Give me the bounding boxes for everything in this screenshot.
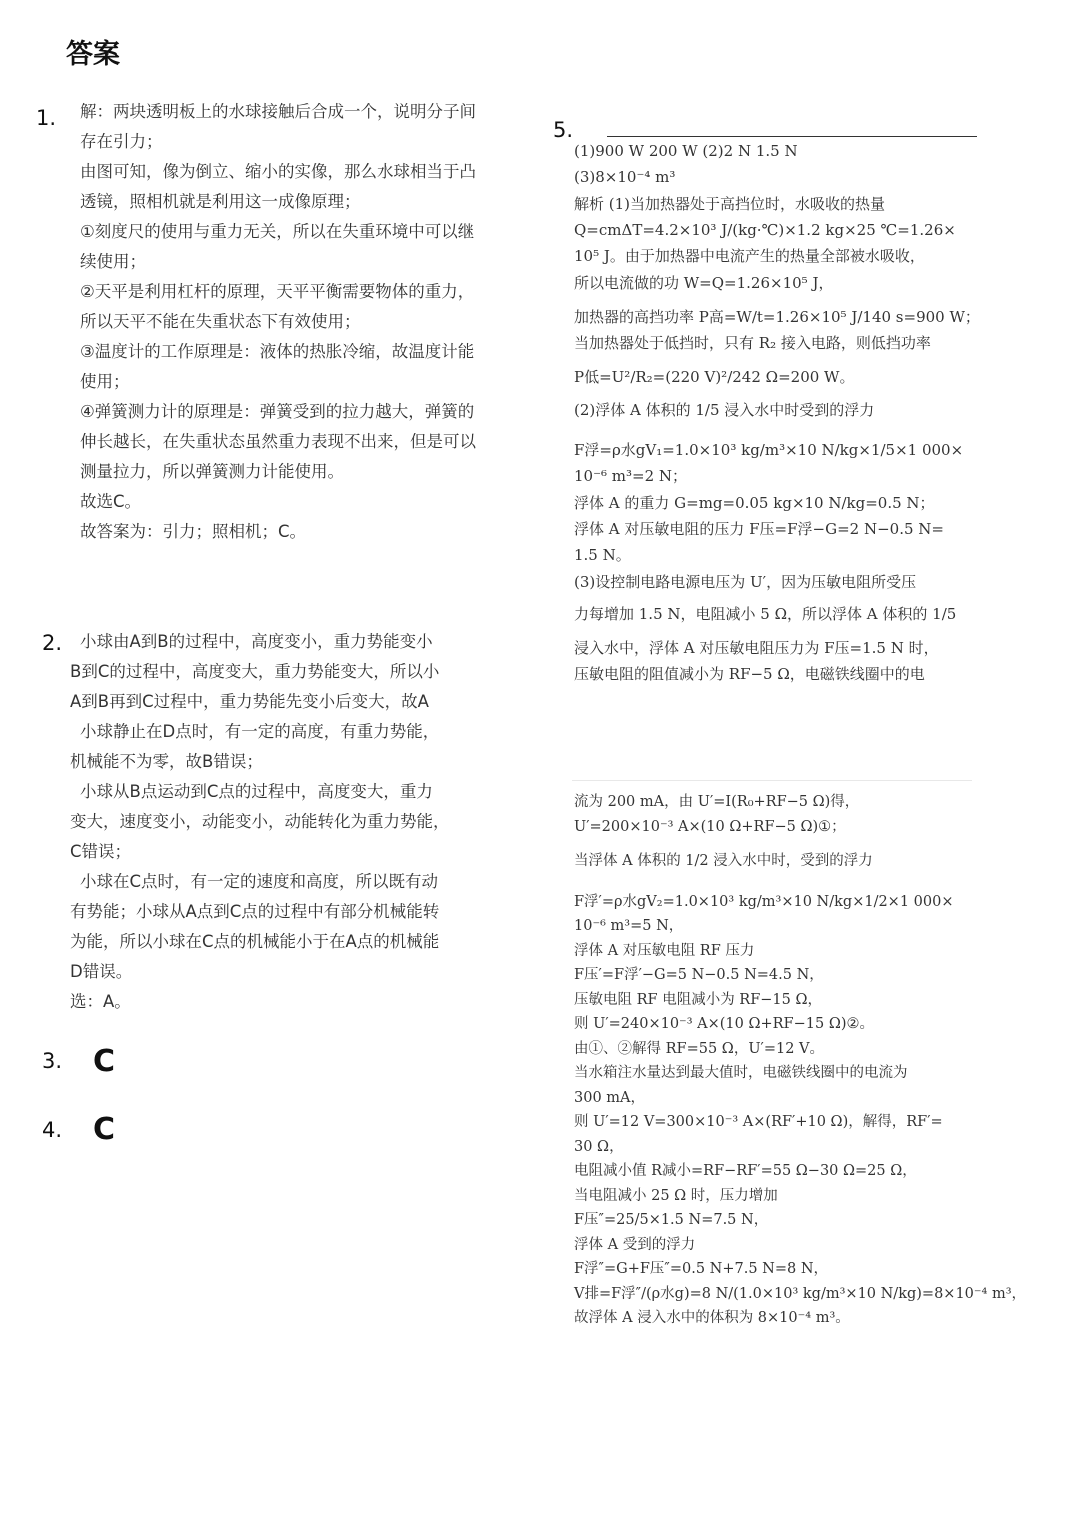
- answer-line: 则 U′=12 V=300×10⁻³ A×(RF′+10 Ω)，解得，RF′=: [574, 1114, 943, 1130]
- answer-line: 存在引力；: [80, 132, 163, 151]
- answer-line: F浮″=G+F压″=0.5 N+7.5 N=8 N，: [574, 1261, 829, 1277]
- answer-line: ①刻度尺的使用与重力无关，所以在失重环境中可以继: [80, 222, 475, 241]
- answer-line: 选：A。: [70, 992, 131, 1011]
- answer-line: P低=U²/R₂=(220 V)²/242 Ω=200 W。: [574, 368, 855, 386]
- answer-line: 浸入水中，浮体 A 对压敏电阻压力为 F压=1.5 N 时，: [574, 639, 939, 657]
- answer-line: ②天平是利用杠杆的原理，天平平衡需要物体的重力，: [80, 282, 475, 301]
- question-2-answer: [70, 627, 467, 1022]
- answer-line: (3)设控制电路电源电压为 U′，因为压敏电阻所受压: [574, 573, 917, 591]
- answer-line: 小球由A到B的过程中，高度变小，重力势能变小: [80, 632, 433, 651]
- answer-line: 10⁻⁶ m³=5 N，: [574, 918, 684, 934]
- answer-line: 所以电流做的功 W=Q=1.26×10⁵ J，: [574, 274, 834, 292]
- answer-line: (2)浮体 A 体积的 1/5 浸入水中时受到的浮力: [574, 401, 875, 419]
- answer-line: 10⁵ J。由于加热器中电流产生的热量全部被水吸收，: [574, 247, 925, 265]
- answer-line: 浮体 A 对压敏电阻 RF 压力: [574, 943, 755, 959]
- answer-line: 所以天平不能在失重状态下有效使用；: [80, 312, 361, 331]
- question-1-answer: [80, 97, 476, 547]
- answer-line: (1)900 W 200 W (2)2 N 1.5 N: [574, 142, 798, 160]
- answer-line: ④弹簧测力计的原理是：弹簧受到的拉力越大，弹簧的: [80, 402, 475, 421]
- answer-line: 有势能；小球从A点到C点的过程中有部分机械能转: [70, 902, 440, 921]
- answer-line: F浮=ρ水gV₁=1.0×10³ kg/m³×10 N/kg×1/5×1 000×: [574, 441, 964, 459]
- answer-line: 压敏电阻的阻值减小为 RF−5 Ω，电磁铁线圈中的电: [574, 665, 925, 683]
- answer-line: 则 U′=240×10⁻³ A×(10 Ω+RF−15 Ω)②。: [574, 1016, 874, 1032]
- answer-line: 30 Ω，: [574, 1139, 624, 1155]
- question-3-answer: C: [93, 1044, 116, 1079]
- answer-line: 故浮体 A 浸入水中的体积为 8×10⁻⁴ m³。: [574, 1310, 850, 1326]
- answer-line: C错误；: [70, 842, 132, 861]
- answer-line: 测量拉力，所以弹簧测力计能使用。: [80, 462, 344, 481]
- answer-line: ③温度计的工作原理是：液体的热胀冷缩，故温度计能: [80, 342, 475, 361]
- answer-line: 小球静止在D点时，有一定的高度，有重力势能，: [80, 722, 440, 741]
- answer-line: 流为 200 mA，由 U′=I(R₀+RF−5 Ω)得，: [574, 794, 860, 810]
- question-4-number: 4.: [42, 1118, 63, 1142]
- answer-line: 故选C。: [80, 492, 142, 511]
- scan-seam: [572, 780, 972, 781]
- answer-line: 压敏电阻 RF 电阻减小为 RF−15 Ω，: [574, 992, 823, 1008]
- answer-line: 1.5 N。: [574, 546, 631, 564]
- answer-line: 变大，速度变小，动能变小，动能转化为重力势能，: [70, 812, 450, 831]
- answer-line: 解析 (1)当加热器处于高挡位时，水吸收的热量: [574, 195, 886, 213]
- answer-line: V排=F浮″/(ρ水g)=8 N/(1.0×10³ kg/m³×10 N/kg)=8×10⁻⁴ m³，: [574, 1286, 1027, 1302]
- answer-line: 浮体 A 的重力 G=mg=0.05 kg×10 N/kg=0.5 N；: [574, 494, 935, 512]
- answer-line: F压′=F浮′−G=5 N−0.5 N=4.5 N，: [574, 967, 824, 983]
- question-2-number: 2.: [42, 631, 63, 655]
- answer-line: 小球从B点运动到C点的过程中，高度变大，重力: [80, 782, 433, 801]
- answer-line: U′=200×10⁻³ A×(10 Ω+RF−5 Ω)①；: [574, 819, 846, 835]
- answer-line: 机械能不为零，故B错误；: [70, 752, 263, 771]
- answer-line: 为能，所以小球在C点的机械能小于在A点的机械能: [70, 932, 440, 951]
- question-4-answer: C: [93, 1112, 116, 1147]
- answer-line: 透镜，照相机就是利用这一成像原理；: [80, 192, 361, 211]
- answer-line: 浮体 A 对压敏电阻的压力 F压=F浮−G=2 N−0.5 N=: [574, 520, 944, 538]
- answer-line: 当浮体 A 体积的 1/2 浸入水中时，受到的浮力: [574, 853, 873, 869]
- answer-line: 解：两块透明板上的水球接触后合成一个，说明分子间: [80, 102, 476, 121]
- question-1-number: 1.: [36, 106, 57, 130]
- answer-line: A到B再到C过程中，重力势能先变小后变大，故A: [70, 692, 429, 711]
- answer-line: 当加热器处于低挡时，只有 R₂ 接入电路，则低挡功率: [574, 334, 931, 352]
- answer-line: 10⁻⁶ m³=2 N；: [574, 467, 688, 485]
- question-3-number: 3.: [42, 1049, 63, 1073]
- answer-line: 故答案为：引力；照相机；C。: [80, 522, 307, 541]
- header-rule: [607, 136, 977, 137]
- answer-line: 小球在C点时，有一定的速度和高度，所以既有动: [80, 872, 439, 891]
- answer-line: 加热器的高挡功率 P高=W/t=1.26×10⁵ J/140 s=900 W；: [574, 308, 980, 326]
- answer-line: F压″=25/5×1.5 N=7.5 N，: [574, 1212, 769, 1228]
- answer-line: 300 mA，: [574, 1090, 646, 1106]
- answer-line: F浮′=ρ水gV₂=1.0×10³ kg/m³×10 N/kg×1/2×1 000×: [574, 894, 954, 910]
- answer-line: (3)8×10⁻⁴ m³: [574, 168, 676, 186]
- answer-line: 伸长越长，在失重状态虽然重力表现不出来，但是可以: [80, 432, 476, 451]
- question-5-number: 5.: [553, 118, 574, 142]
- answer-line: D错误。: [70, 962, 133, 981]
- answer-line: 电阻减小值 R减小=RF−RF′=55 Ω−30 Ω=25 Ω，: [574, 1163, 917, 1179]
- answer-line: 续使用；: [80, 252, 146, 271]
- page-title: 答案: [66, 39, 120, 70]
- answer-line: Q=cmΔT=4.2×10³ J/(kg·℃)×1.2 kg×25 ℃=1.26×: [574, 221, 956, 239]
- answer-line: 由①、②解得 RF=55 Ω，U′=12 V。: [574, 1041, 825, 1057]
- answer-line: 力每增加 1.5 N，电阻减小 5 Ω，所以浮体 A 体积的 1/5: [574, 605, 957, 623]
- answer-line: 由图可知，像为倒立、缩小的实像，那么水球相当于凸: [80, 162, 476, 181]
- answer-line: 当电阻减小 25 Ω 时，压力增加: [574, 1188, 778, 1204]
- answer-line: 当水箱注水量达到最大值时，电磁铁线圈中的电流为: [574, 1065, 908, 1081]
- answer-line: 使用；: [80, 372, 130, 391]
- answer-line: B到C的过程中，高度变大，重力势能变大，所以小: [70, 662, 440, 681]
- answer-line: 浮体 A 受到的浮力: [574, 1237, 696, 1253]
